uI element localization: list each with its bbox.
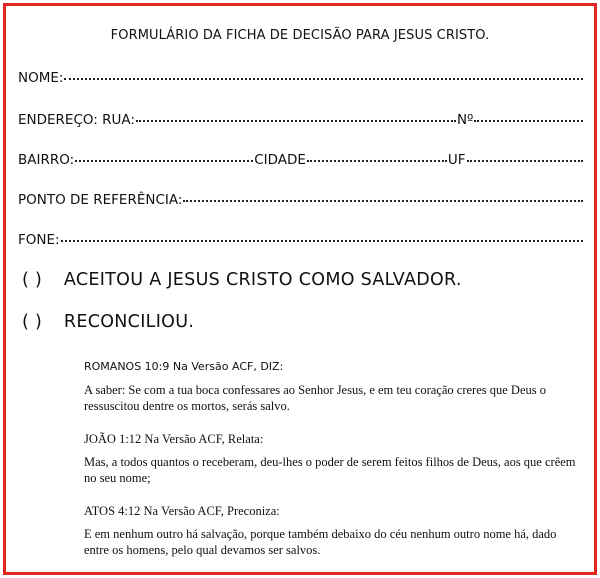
verse-joao-text: Mas, a todos quantos o receberam, deu-lhes o poder de serem feitos filhos de Deus, aos que crêem no seu nome; xyxy=(84,455,576,485)
field-referencia[interactable] xyxy=(18,192,584,208)
option-reconciliou[interactable] xyxy=(22,312,194,332)
verse-romanos-text: A saber: Se com a tua boca confessares ao Senhor Jesus, e em teu coração creres que Deus o ressuscitou dentre os mortos, serás salvo. xyxy=(84,383,546,413)
option-reconciliou-checkbox[interactable]: ( ) xyxy=(22,312,43,332)
field-uf-line[interactable] xyxy=(467,160,583,162)
field-cidade-label: CIDADE xyxy=(254,152,306,168)
field-numero-label: Nº xyxy=(456,112,474,128)
field-nome-label: NOME: xyxy=(18,70,64,86)
field-bairro-label: BAIRRO: xyxy=(18,152,75,168)
form-title: FORMULÁRIO DA FICHA DE DECISÃO PARA JESUS CRISTO. xyxy=(110,28,490,43)
field-cidade-line[interactable] xyxy=(307,160,447,162)
field-numero-line[interactable] xyxy=(474,120,583,122)
verse-joao-reference: JOÃO 1:12 Na Versão ACF, Relata: xyxy=(84,432,264,446)
field-uf-label: UF xyxy=(447,152,466,168)
field-bairro-line[interactable] xyxy=(75,160,253,162)
field-nome-line[interactable] xyxy=(64,78,583,80)
field-referencia-line[interactable] xyxy=(183,200,583,202)
field-endereco-label: ENDEREÇO: RUA: xyxy=(18,112,135,128)
field-fone-line[interactable] xyxy=(61,240,583,242)
field-bairro[interactable] xyxy=(18,152,584,168)
form-frame xyxy=(3,3,597,575)
field-fone-label: FONE: xyxy=(18,232,60,248)
field-referencia-label: PONTO DE REFERÊNCIA: xyxy=(18,192,183,208)
option-aceitou-label: ACEITOU A JESUS CRISTO COMO SALVADOR. xyxy=(63,270,462,290)
option-aceitou-checkbox[interactable]: ( ) xyxy=(22,270,43,290)
option-aceitou[interactable] xyxy=(22,270,462,290)
field-rua-line[interactable] xyxy=(136,120,456,122)
field-nome[interactable] xyxy=(18,70,584,86)
field-endereco[interactable] xyxy=(18,112,584,128)
field-fone[interactable] xyxy=(18,232,584,248)
verse-atos-text: E em nenhum outro há salvação, porque também debaixo do céu nenhum outro nome há, dado entre os homens, pelo qual devamos ser salvos. xyxy=(84,527,557,557)
option-reconciliou-label: RECONCILIOU. xyxy=(63,312,195,332)
verse-romanos-reference: ROMANOS 10:9 Na Versão ACF, DIZ: xyxy=(84,360,284,373)
verse-atos-reference: ATOS 4:12 Na Versão ACF, Preconiza: xyxy=(84,504,280,518)
